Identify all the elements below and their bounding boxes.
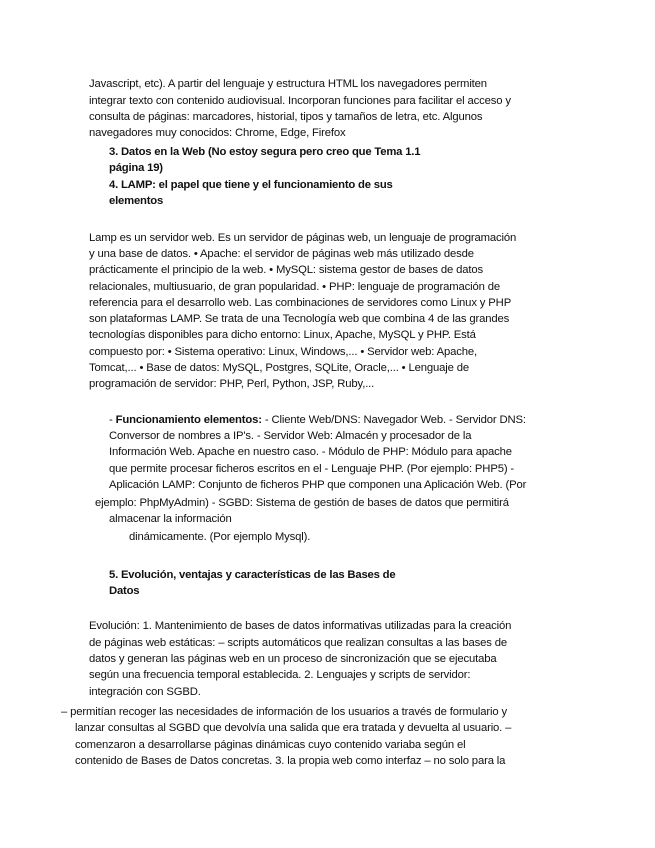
text-line: Conversor de nombres a IP's. - Servidor Web: Almacén y procesador de la (109, 430, 472, 442)
funcionamiento-label: Funcionamiento elementos: (115, 414, 262, 426)
text-line: Información Web. Apache en nuestro caso. - Módulo de PHP: Módulo para apache (109, 446, 512, 458)
heading-line: 4. LAMP: el papel que tiene y el funcionamiento de sus (109, 179, 393, 191)
text-line: Lamp es un servidor web. Es un servidor de páginas web, un lenguaje de programación (89, 232, 517, 244)
list-dash: - (109, 414, 113, 426)
heading-line: 3. Datos en la Web (No estoy segura pero creo que Tema 1.1 (109, 146, 421, 158)
text-line: que permite procesar ficheros escritos en el - Lenguaje PHP. (Por ejemplo: PHP5) - (109, 463, 515, 475)
text-line: almacenar la información (109, 513, 232, 525)
text-line: son plataformas LAMP. Se trata de una Tecnología web que combina 4 de las grandes (89, 313, 510, 325)
text-line: relacionales, multiusuario, de gran popularidad. • PHP: lenguaje de programación de (89, 281, 501, 293)
text-line: según una frecuencia temporal establecida. 2. Lenguajes y scripts de servidor: (89, 669, 471, 681)
text-line: tecnologías disponibles para dicho entorno: Linux, Apache, MySQL y PHP. Está (89, 329, 476, 341)
text-line: Tomcat,... • Base de datos: MySQL, Postgres, SQLite, Oracle,... • Lenguaje de (89, 362, 470, 374)
text-line: Javascript, etc). A partir del lenguaje y estructura HTML los navegadores permiten (89, 78, 487, 90)
text-line: Evolución: 1. Mantenimiento de bases de datos informativas utilizadas para la creación (89, 620, 512, 632)
text-line: prácticamente el principio de la web. • MySQL: sistema gestor de bases de datos (89, 264, 483, 276)
text-line: - Cliente Web/DNS: Navegador Web. - Servidor DNS: (264, 414, 526, 426)
text-line: ejemplo: PhpMyAdmin) - SGBD: Sistema de gestión de bases de datos que permitirá (95, 497, 509, 509)
heading-line: Datos (109, 585, 140, 597)
text-line: consulta de páginas: marcadores, historial, tipos y tamaños de letra, etc. Algunos (89, 111, 483, 123)
text-line: referencia para el desarrollo web. Las combinaciones de servidores como Linux y PHP (89, 297, 512, 309)
text-line: datos y generan las páginas web en un proceso de sincronización que se ejecutaba (89, 653, 497, 665)
text-line: contenido de Bases de Datos concretas. 3. la propia web como interfaz – no solo para la (75, 755, 506, 767)
text-line: comenzaron a desarrollarse páginas dinámicas cuyo contenido variaba según el (75, 739, 466, 751)
text-line: Aplicación LAMP: Conjunto de ficheros PHP que componen una Aplicación Web. (Por (109, 479, 527, 491)
list-item-first-line (109, 412, 526, 428)
heading-line: elementos (109, 195, 164, 207)
text-line: y una base de datos. • Apache: el servidor de páginas web más utilizado desde (89, 248, 474, 260)
text-line: lanzar consultas al SGBD que devolvía una salida que era tratada y devuelta al usuario. – (75, 722, 512, 734)
text-line: dinámicamente. (Por ejemplo Mysql). (129, 531, 311, 543)
text-line: navegadores muy conocidos: Chrome, Edge, Firefox (89, 127, 346, 139)
heading-line: página 19) (109, 162, 163, 174)
text-line: compuesto por: • Sistema operativo: Linux, Windows,... • Servidor web: Apache, (89, 346, 478, 358)
heading-line: 5. Evolución, ventajas y características de las Bases de (109, 569, 396, 581)
text-line: integrar texto con contenido audiovisual. Incorporan funciones para facilitar el acceso y (89, 95, 511, 107)
text-line: – permitían recoger las necesidades de información de los usuarios a través de formulario y (61, 706, 507, 718)
text-line: integración con SGBD. (89, 686, 201, 698)
text-line: de páginas web estáticas: – scripts automáticos que realizan consultas a las bases de (89, 637, 508, 649)
text-line: programación de servidor: PHP, Perl, Python, JSP, Ruby,... (89, 378, 375, 390)
